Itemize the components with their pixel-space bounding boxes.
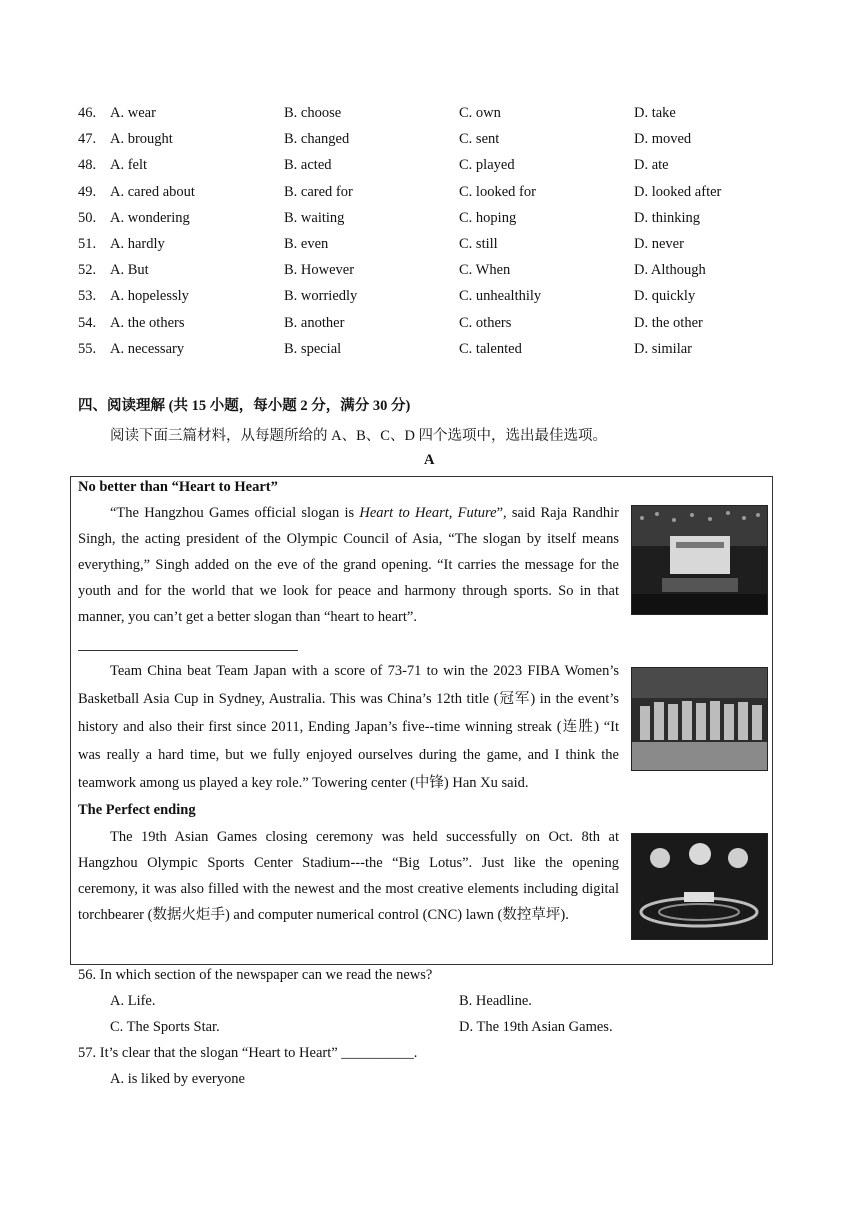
option-a: A. But [110,262,149,279]
option-a: A. cared about [110,183,195,200]
option-b: B. even [284,236,329,252]
option-b: B. choose [284,105,342,121]
question-56-option-c: C. The Sports Star. [110,1019,220,1035]
photo-opening-ceremony [631,505,768,615]
option-c: C. looked for [459,183,536,200]
option-d: D. ate [634,157,669,174]
cloze-row [78,315,778,335]
p1-pre: “The Hangzhou Games official slogan is [110,505,360,521]
slogan-text: Heart to Heart, Future [359,505,497,521]
option-d: D. moved [634,131,692,148]
option-c: C. own [459,105,501,121]
article-paragraph-1 [78,500,619,630]
question-56-option-d: D. The 19th Asian Games. [459,1019,613,1035]
option-a: A. brought [110,131,173,148]
option-d: D. the other [634,314,703,331]
option-d: D. looked after [634,183,722,200]
cloze-row [78,341,778,361]
question-57: 57. It’s clear that the slogan “Heart to Heart” __________. [78,1045,418,1061]
option-c: C. others [459,314,512,331]
option-c: C. still [459,236,498,252]
cloze-row [78,105,778,125]
item-number: 53. [78,288,97,305]
option-b: B. acted [284,157,332,174]
option-b: B. cared for [284,183,353,200]
item-number: 46. [78,105,97,121]
question-56-option-b: B. Headline. [459,993,532,1009]
option-a: A. felt [110,157,148,174]
option-c: C. When [459,262,511,279]
option-d: D. similar [634,340,692,357]
item-number: 50. [78,209,97,226]
cloze-row [78,236,778,256]
p1-post: ”, said Raja Randhir Singh, the acting president of the Olympic Council of Asia, “The slogan by itself means everything,” Singh added on the eve of the grand opening. “It carries the message for the youth and for the world that we look for peace and harmony through sports. So in that manner, you can’t get a better slogan than “heart to heart”. [78,505,619,625]
option-b: B. another [284,314,345,331]
cloze-row [78,184,778,204]
option-d: D. thinking [634,209,701,226]
option-c: C. played [459,157,515,174]
item-number: 49. [78,183,97,200]
option-d: D. never [634,236,684,252]
article-paragraph-3: The 19th Asian Games closing ceremony was held successfully on Oct. 8th at Hangzhou Olympic Sports Center Stadium---the “Big Lotus”. Just like the opening ceremony, it was also filled with the newest and the most creative elements including digital torchbearer (数据火炬手) and computer numerical control (CNC) lawn (数控草坪). [78,829,619,923]
option-a: A. wear [110,105,156,121]
option-a: A. the others [110,314,185,331]
item-number: 52. [78,262,97,279]
article-paragraph-2: Team China beat Team Japan with a score of 73-71 to win the 2023 FIBA Women’s Basketball Asia Cup in Sydney, Australia. This was China’s 12th title (冠军) in the event’s history and also their first since 2011, Ending Japan’s five--time winning streak (连胜) “It was really a hard time, but we fully enjoyed ourselves during the game, and I think the teamwork among us played a key role.” Towering center (中锋) Han Xu said. [78,663,619,791]
option-a: A. hopelessly [110,288,189,305]
photo-closing-ceremony [631,833,768,940]
cloze-row [78,157,778,177]
cloze-row [78,210,778,230]
option-b: B. However [284,262,355,279]
option-b: B. special [284,340,342,357]
item-number: 55. [78,340,97,357]
option-c: C. talented [459,340,522,357]
option-a: A. wondering [110,209,190,226]
option-c: C. hoping [459,209,517,226]
option-d: D. quickly [634,288,696,305]
option-c: C. unhealthily [459,288,542,305]
option-c: C. sent [459,131,500,148]
article-heading-1: No better than “Heart to Heart” [78,479,278,495]
item-number: 54. [78,314,97,331]
photo-basketball-team [631,667,768,771]
option-a: A. hardly [110,236,165,252]
item-number: 47. [78,131,97,148]
item-number: 51. [78,236,97,252]
option-d: D. Although [634,262,706,279]
question-56: 56. In which section of the newspaper can we read the news? [78,967,433,983]
section-instruction: 阅读下面三篇材料，从每题所给的 A、B、C、D 四个选项中，选出最佳选项。 [110,428,608,444]
cloze-row [78,288,778,308]
divider-line [78,650,298,651]
cloze-row [78,262,778,282]
item-number: 48. [78,157,97,174]
option-b: B. waiting [284,209,345,226]
option-a: A. necessary [110,340,185,357]
article-heading-2: The Perfect ending [78,802,196,818]
question-57-option-a: A. is liked by everyone [110,1071,245,1087]
option-b: B. changed [284,131,350,148]
passage-letter: A [424,452,435,468]
option-d: D. take [634,105,676,121]
cloze-row [78,131,778,151]
option-b: B. worriedly [284,288,358,305]
section-title: 四、阅读理解 (共 15 小题，每小题 2 分，满分 30 分) [78,398,411,414]
question-56-option-a: A. Life. [110,993,156,1009]
